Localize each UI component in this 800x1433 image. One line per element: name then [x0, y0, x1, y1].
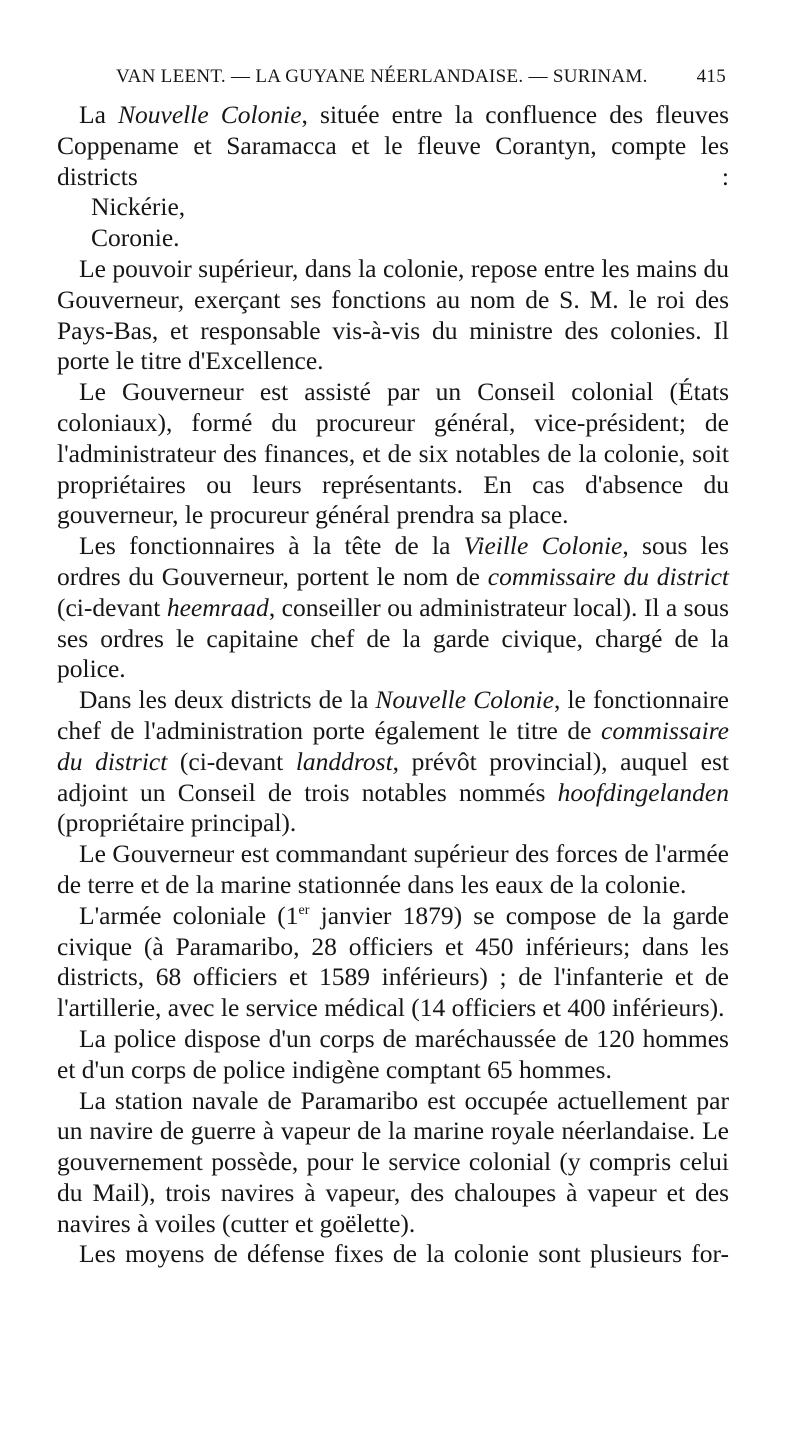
running-title: VAN LEENT. — LA GUYANE NÉERLANDAISE. — SURINAM.: [116, 66, 648, 87]
paragraph-defense: Les moyens de défense fixes de la colonie sont plusieurs for-: [79, 1239, 729, 1269]
paragraph-districts: Dans les deux districts de la Nouvelle Colonie, le fonctionnaire chef de l'administration porte également le titre de commissaire du district (ci-devant landdrost, prévôt provincial), auquel est adjoint un Conseil de trois notables nommés hoofdingelanden (propriétaire principal).: [57, 685, 729, 838]
paragraph-station-navale: La station navale de Paramaribo est occupée actuellement par un navire de guerre à vapeur de la marine royale néerlandaise. Le gouvernement possède, pour le service colonial (y compris celui du Mail), trois navires à vapeur, des chaloupes à vapeur et des navires à voiles (cutter et goëlette).: [57, 1085, 729, 1238]
paragraph-nouvelle-colonie: La Nouvelle Colonie, située entre la confluence des fleuves Coppename et Saramacca et le fleuve Corantyn, compte les districts :: [57, 100, 729, 191]
page-number: 415: [696, 66, 726, 87]
paragraph-conseil-colonial: Le Gouverneur est assisté par un Conseil colonial (États coloniaux), formé du procureur général, vice-président; de l'administrateur des finances, et de six notables de la colonie, soit propriétaires ou leurs représentants. En cas d'absence du gouverneur, le procureur général prendra sa place.: [57, 377, 729, 530]
body-text: [57, 100, 729, 1270]
paragraph-commandant: Le Gouverneur est commandant supérieur des forces de l'armée de terre et de la marine stationnée dans les eaux de la colonie.: [57, 839, 729, 899]
paragraph-pouvoir: Le pouvoir supérieur, dans la colonie, repose entre les mains du Gouverneur, exerçant ses fonctions au nom de S. M. le roi des Pays-Bas, et responsable vis-à-vis du ministre des colonies. Il porte le titre d'Excellence.: [57, 253, 729, 376]
district-list-item: Nickérie,: [91, 192, 186, 222]
paragraph-police: La police dispose d'un corps de maréchaussée de 120 hommes et d'un corps de police indigène comptant 65 hommes.: [57, 1023, 729, 1084]
district-list-item: Coronie.: [91, 223, 180, 253]
paragraph-armee: L'armée coloniale (1er janvier 1879) se compose de la garde civique (à Paramaribo, 28 officiers et 450 inférieurs; dans les districts, 68 officiers et 1589 inférieurs) ; de l'infanterie et de l'artillerie, avec le service médical (14 officiers et 400 inférieurs).: [57, 900, 729, 1023]
paragraph-fonctionnaires: Les fonctionnaires à la tête de la Vieille Colonie, sous les ordres du Gouverneur, portent le nom de commissaire du district (ci-devant heemraad, conseiller ou administrateur local). Il a sous ses ordres le capitaine chef de la garde civique, chargé de la police.: [57, 531, 730, 684]
